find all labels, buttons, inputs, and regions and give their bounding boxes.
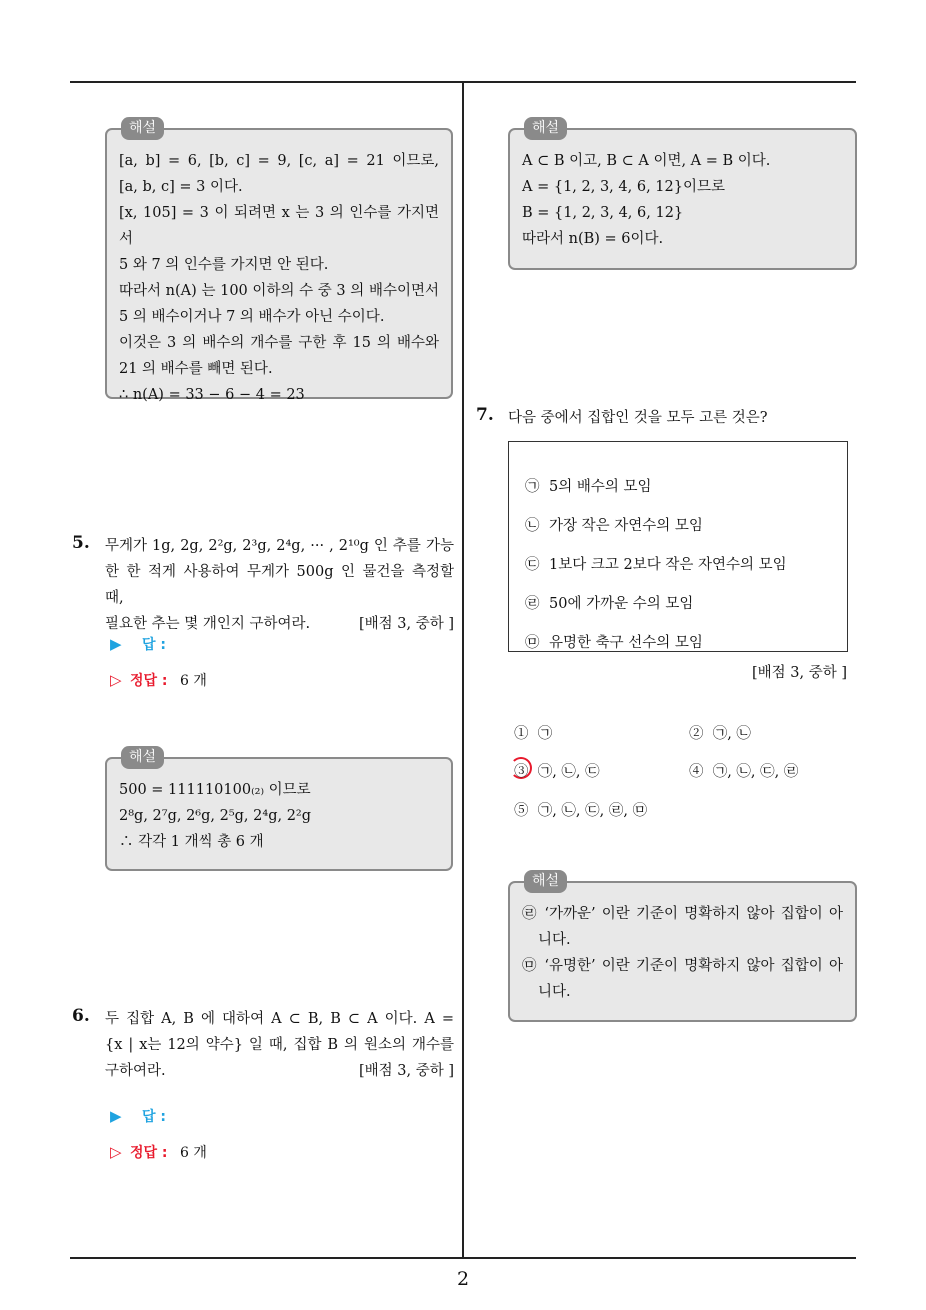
solution-tag: 해설	[121, 746, 164, 769]
solution-line: 따라서 n(B) = 6이다.	[522, 231, 664, 247]
solution-line: 니다.	[538, 932, 571, 948]
answer-arrow-icon: ▶	[110, 1107, 122, 1125]
question-number-5: 5.	[72, 533, 90, 553]
solution-line: ∴ 각각 1 개씩 총 6 개	[119, 834, 264, 850]
choice-4[interactable]	[689, 760, 798, 781]
choice-5[interactable]	[514, 799, 647, 820]
item-mark: ㉣	[525, 596, 540, 612]
solution-line: ∴ n(A) = 33 − 6 − 4 = 23	[119, 387, 305, 403]
correct-answer-value: 6 개	[179, 673, 207, 689]
solution-line: A ⊂ B 이고, B ⊂ A 이면, A = B 이다.	[522, 153, 771, 169]
correct-arrow-icon: ▷	[110, 1143, 122, 1161]
choice-text: ㉠, ㉡	[712, 726, 751, 742]
statement-box	[508, 441, 848, 652]
choice-1[interactable]	[514, 722, 552, 743]
solution-tag: 해설	[524, 870, 567, 893]
solution-line: ㉣ ‘가까운’ 이란 기준이 명확하지 않아 집합이 아	[522, 906, 843, 922]
question-number-6: 6.	[72, 1006, 90, 1026]
item-text: 50에 가까운 수의 모임	[549, 596, 694, 612]
question-line: {x | x는 12의 약수} 일 때, 집합 B 의 원소의 개수를	[105, 1037, 454, 1053]
solution-line: 니다.	[538, 984, 571, 1000]
item-mark: ㉡	[525, 518, 540, 534]
column-divider	[462, 82, 464, 1258]
solution-box-6	[508, 120, 857, 270]
correct-answer-row	[110, 1142, 207, 1162]
solution-line: ㉤ ‘유명한’ 이란 기준이 명확하지 않아 집합이 아	[522, 958, 843, 974]
page-number: 2	[456, 1268, 470, 1290]
question-line: 구하여라.	[105, 1063, 166, 1079]
choice-text: ㉠	[537, 726, 553, 742]
question-line: 필요한 추는 몇 개인지 구하여라.	[105, 616, 311, 632]
item-text: 가장 작은 자연수의 모임	[549, 518, 703, 534]
solution-line: 5 와 7 의 인수를 가지면 안 된다.	[119, 257, 329, 273]
solution-line: B = {1, 2, 3, 4, 6, 12}	[522, 205, 684, 221]
solution-line: 5 의 배수이거나 7 의 배수가 아닌 수이다.	[119, 309, 385, 325]
item-text: 유명한 축구 선수의 모임	[549, 635, 703, 651]
footer-rule	[70, 1257, 856, 1259]
solution-line: 2⁸g, 2⁷g, 2⁶g, 2⁵g, 2⁴g, 2²g	[119, 808, 312, 824]
choice-number: ①	[514, 726, 529, 742]
statement-item	[525, 624, 831, 663]
item-text: 1보다 크고 2보다 작은 자연수의 모임	[549, 557, 787, 573]
correct-answer-label: 정답 :	[130, 1145, 168, 1161]
statement-item	[525, 546, 831, 585]
solution-line: [a, b, c] = 3 이다.	[119, 179, 243, 195]
question-number-7: 7.	[476, 405, 494, 425]
choice-number: ④	[689, 764, 704, 780]
question-7-text: 다음 중에서 집합인 것을 모두 고른 것은?	[508, 410, 768, 426]
question-5-text	[105, 533, 454, 637]
answer-row	[110, 634, 166, 654]
solution-line: [a, b] = 6, [b, c] = 9, [c, a] = 21 이므로,	[119, 153, 439, 169]
item-text: 5의 배수의 모임	[549, 479, 652, 495]
answer-label: 답 :	[142, 1109, 166, 1125]
solution-tag: 해설	[524, 117, 567, 140]
solution-line: 500 = 111110100₍₂₎ 이므로	[119, 782, 311, 798]
solution-line: 21 의 배수를 빼면 된다.	[119, 361, 273, 377]
statement-item	[525, 585, 831, 624]
points-label: [배점 3, 중하 ]	[358, 1063, 454, 1079]
points-label: [배점 3, 중하 ]	[752, 665, 848, 681]
choice-3[interactable]	[514, 760, 600, 781]
statement-item	[525, 468, 831, 507]
question-6-text	[105, 1006, 454, 1084]
solution-box-7	[508, 873, 857, 1022]
solution-line: [x, 105] = 3 이 되려면 x 는 3 의 인수를 가지면서	[119, 205, 439, 247]
answer-arrow-icon: ▶	[110, 635, 122, 653]
choice-text: ㉠, ㉡, ㉢, ㉣	[712, 764, 799, 780]
correct-arrow-icon: ▷	[110, 671, 122, 689]
solution-line: 따라서 n(A) 는 100 이하의 수 중 3 의 배수이면서	[119, 283, 439, 299]
choice-number: ③	[514, 764, 529, 780]
solution-box-5	[105, 749, 453, 871]
question-line: 두 집합 A, B 에 대하여 A ⊂ B, B ⊂ A 이다. A =	[105, 1011, 454, 1027]
choice-text: ㉠, ㉡, ㉢	[537, 764, 600, 780]
question-line: 한 한 적게 사용하여 무게가 500g 인 물건을 측정할 때,	[105, 564, 454, 606]
choice-2[interactable]	[689, 722, 751, 743]
statement-item	[525, 507, 831, 546]
choice-number: ②	[689, 726, 704, 742]
points-label: [배점 3, 중하 ]	[358, 616, 454, 632]
answer-label: 답 :	[142, 637, 166, 653]
solution-line: A = {1, 2, 3, 4, 6, 12}이므로	[522, 179, 725, 195]
answer-row	[110, 1106, 166, 1126]
item-mark: ㉠	[525, 479, 540, 495]
solution-box-1	[105, 120, 453, 403]
question-line: 무게가 1g, 2g, 2²g, 2³g, 2⁴g, ··· , 2¹⁰g 인 추를 가능	[105, 538, 454, 554]
correct-answer-label: 정답 :	[130, 673, 168, 689]
solution-tag: 해설	[121, 117, 164, 140]
correct-answer-row	[110, 670, 207, 690]
item-mark: ㉢	[525, 557, 540, 573]
choice-text: ㉠, ㉡, ㉢, ㉣, ㉤	[537, 803, 648, 819]
choice-number: ⑤	[514, 803, 529, 819]
item-mark: ㉤	[525, 635, 540, 651]
correct-answer-value: 6 개	[179, 1145, 207, 1161]
solution-line: 이것은 3 의 배수의 개수를 구한 후 15 의 배수와	[119, 335, 439, 351]
